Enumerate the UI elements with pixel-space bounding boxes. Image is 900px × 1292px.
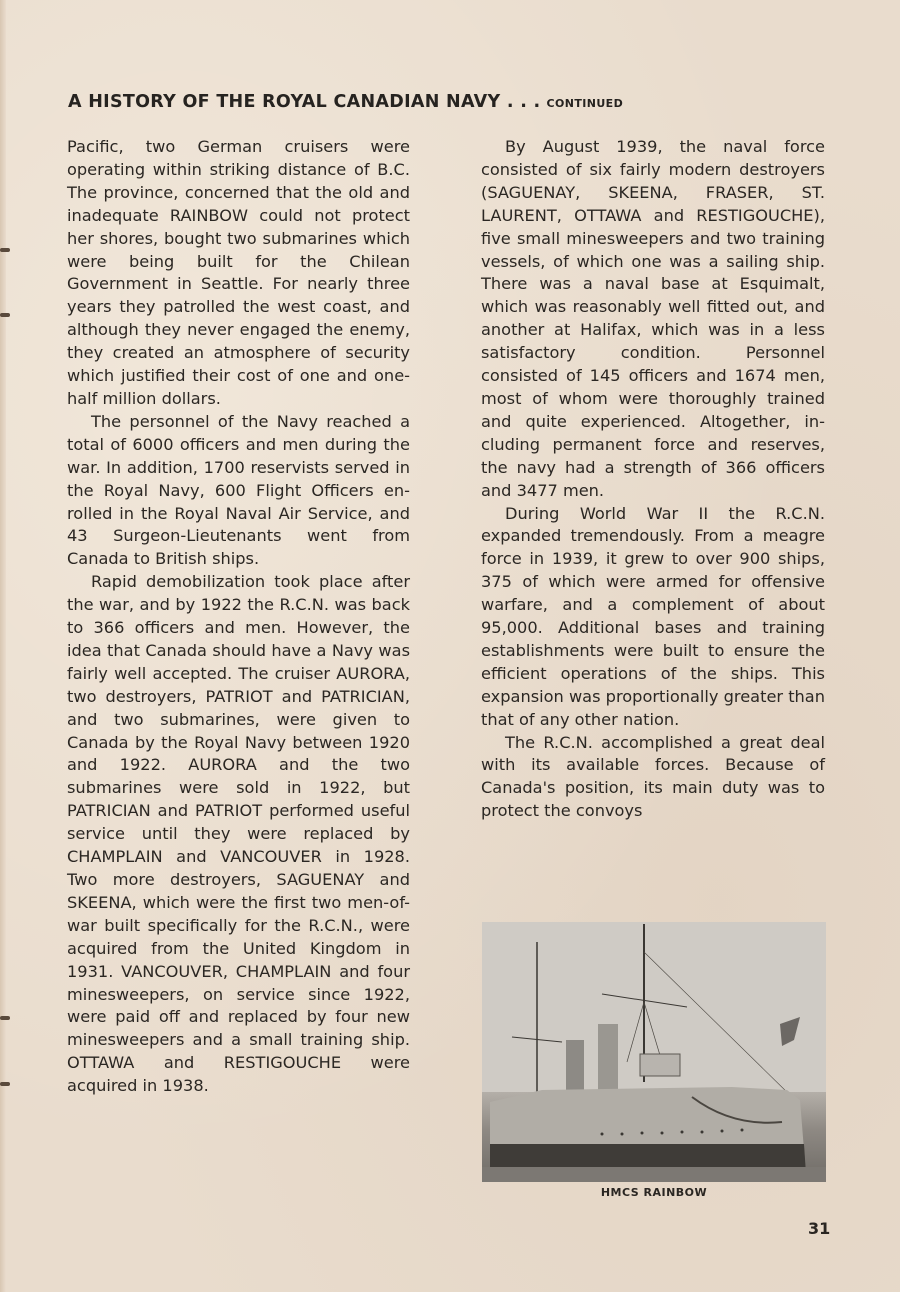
staple-mark	[0, 1082, 10, 1086]
page-edge	[0, 0, 6, 1292]
staple-mark	[0, 313, 10, 317]
paragraph: Rapid demobilization took place after the war, and by 1922 the R.C.N. was back to 366 officers and men. However, the idea that Canada should have a Navy was fairly well accepted. The cruiser AURORA, two destroyers, PATRIOT and PATRICIAN, and two submarines, were given to Canada by the Royal Navy between 1920 and 1922. AURORA and the two submarines were sold in 1922, but PATRICIAN and PATRIOT performed useful service until they were replaced by CHAMPLAIN and VANCOUVER in 1928. Two more destroyers, SAGUENAY and SKEENA, which were the first two men-of-war built specifically for the R.C.N., were acquired from the United Kingdom in 1931. VANCOUVER, CHAMPLAIN and four minesweepers, on service since 1922, were paid off and replaced by four new minesweepers and a small training ship. OTTAWA and RESTIGOUCHE were acquired in 1938.	[67, 572, 410, 1096]
staple-mark	[0, 1016, 10, 1020]
page-heading	[68, 92, 623, 112]
paragraph: By August 1939, the naval force consisted of six fairly modern destroyers (SAGUENAY, SKEENA, FRASER, ST. LAURENT, OTTAWA and RESTIGOUCHE), five small minesweepers and two training vessels, of which one was a sailing ship. There was a naval base at Esquimalt, which was reasonably well fitted out, and another at Halifax, which was in a less satisfactory condition. Personnel consisted of 145 officers and 1674 men, most of whom were thoroughly trained and quite experienced. Altogether, including permanent force and reserves, the navy had a strength of 366 officers and 3477 men.	[481, 137, 825, 500]
water	[482, 1167, 826, 1182]
ship-photo	[482, 922, 826, 1182]
paragraph: The personnel of the Navy reached a total of 6000 officers and men during the war. In addition, 1700 reservists served in the Royal Navy, 600 Flight Officers enrolled in the Royal Naval Air Service, and 43 Surgeon-Lieutenants went from Canada to British ships.	[67, 411, 410, 569]
staple-mark	[0, 248, 10, 252]
heading-continued: CONTINUED	[546, 97, 624, 110]
left-column	[67, 136, 410, 1098]
photo-caption: HMCS RAINBOW	[600, 1186, 708, 1199]
paragraph: The R.C.N. accomplished a great deal with its available forces. Because of Canada's position, its main duty was to protect the convoys	[481, 732, 825, 821]
heading-title: A HISTORY OF THE ROYAL CANADIAN NAVY . . .	[68, 92, 541, 112]
paragraph: Pacific, two German cruisers were operating within striking distance of B.C. The province, concerned that the old and inadequate RAINBOW could not protect her shores, bought two submarines which were being built for the Chilean Government in Seattle. For nearly three years they patrolled the west coast, and although they never engaged the enemy, they created an atmosphere of security which justified their cost of one and one-half million dollars.	[67, 137, 410, 408]
page-number: 31	[808, 1219, 831, 1238]
right-column	[481, 136, 825, 823]
paragraph: During World War II the R.C.N. expanded tremendously. From a meagre force in 1939, it grew to over 900 ships, 375 of which were armed for offensive warfare, and a complement of about 95,000. Additional bases and training establishments were built to ensure the efficient operations of the ships. This expansion was proportionally greater than that of any other nation.	[481, 503, 825, 729]
ship-illustration	[482, 922, 826, 1182]
bridge	[640, 1054, 680, 1076]
hull	[490, 1087, 804, 1150]
